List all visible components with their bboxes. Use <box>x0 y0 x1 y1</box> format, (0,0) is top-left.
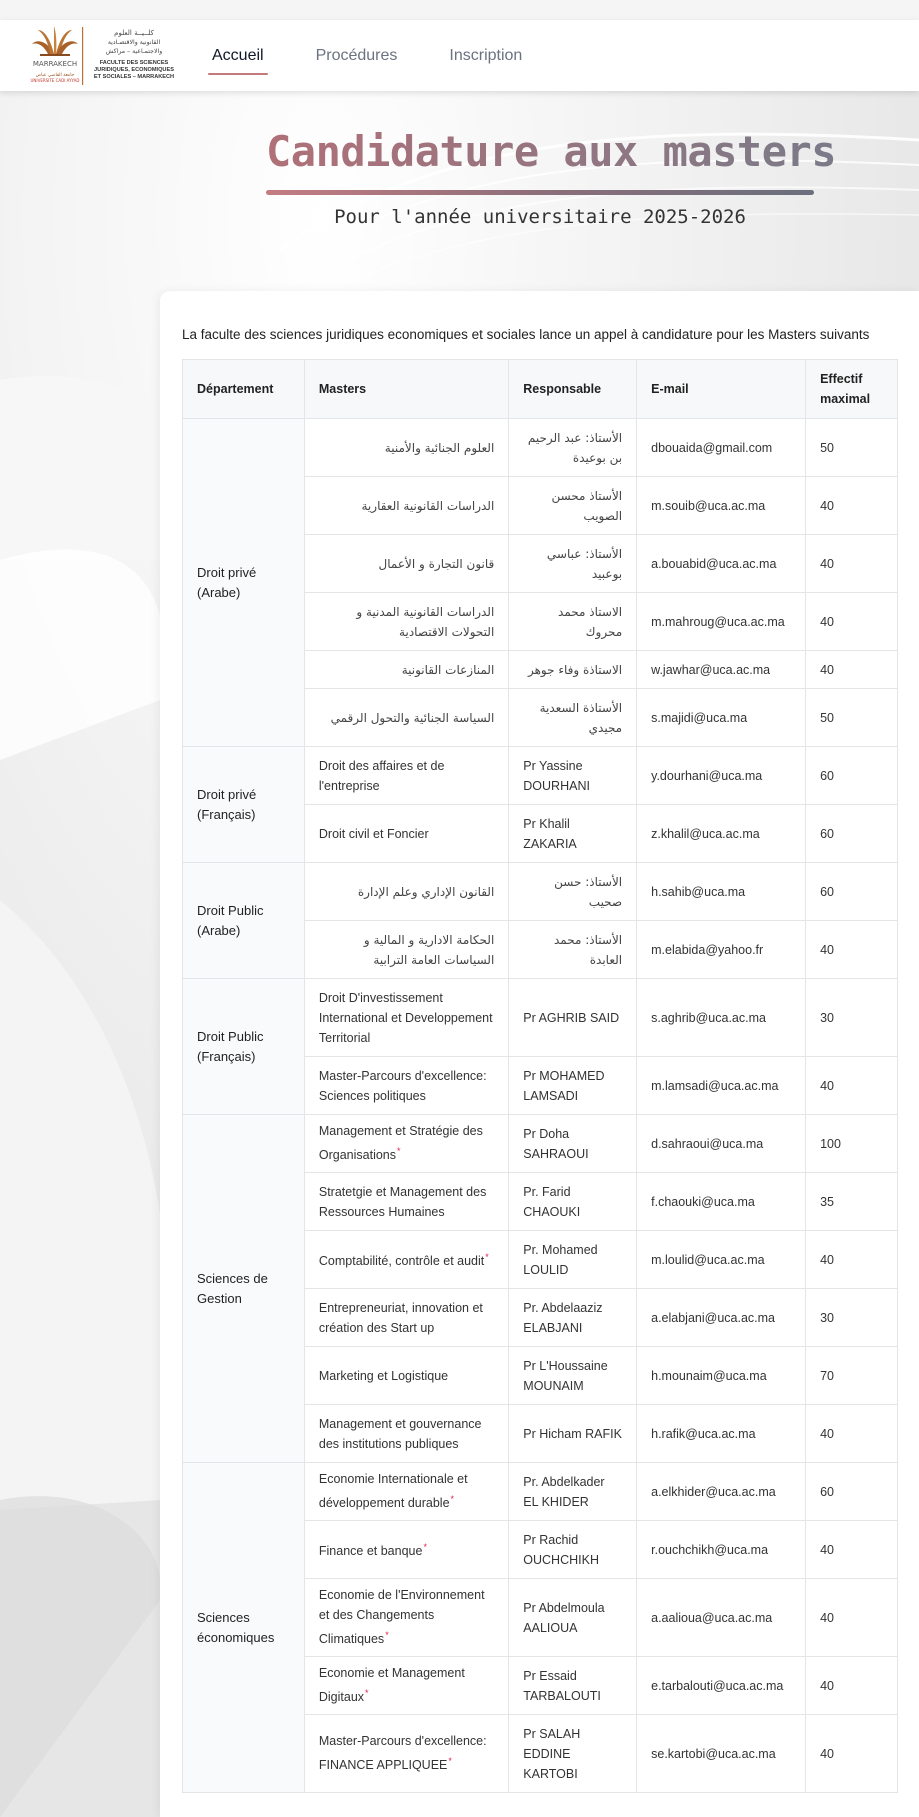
master-cell <box>304 689 508 747</box>
master-cell <box>304 1715 508 1793</box>
col-departement: Département <box>183 360 305 419</box>
logo-university-ar: جامعة القاضي عياض <box>35 73 75 78</box>
effectif-cell: 40 <box>806 1657 898 1715</box>
header-row <box>183 360 898 419</box>
effectif-cell: 40 <box>806 1579 898 1657</box>
master-name: القانون الإداري وعلم الإدارة <box>357 884 495 899</box>
email-cell[interactable]: f.chaouki@uca.ma <box>637 1173 806 1231</box>
responsable-cell: Pr MOHAMED LAMSADI <box>509 1057 637 1115</box>
master-cell <box>304 651 508 689</box>
email-cell[interactable]: s.majidi@uca.ma <box>637 689 806 747</box>
responsable-cell: Pr. Abdelkader EL KHIDER <box>509 1463 637 1521</box>
master-cell <box>304 863 508 921</box>
responsable-cell: الأستاذة السعدية مجيدي <box>509 689 637 747</box>
responsable-cell: الأستاذ: محمد العابدة <box>509 921 637 979</box>
effectif-cell: 50 <box>806 689 898 747</box>
master-cell <box>304 1115 508 1173</box>
master-name: العلوم الجنائية والأمنية <box>384 440 495 455</box>
responsable-cell: Pr. Mohamed LOULID <box>509 1231 637 1289</box>
responsable-cell: Pr SALAH EDDINE KARTOBI <box>509 1715 637 1793</box>
responsable-cell: Pr Hicham RAFIK <box>509 1405 637 1463</box>
responsable-cell: Pr Essaid TARBALOUTI <box>509 1657 637 1715</box>
responsable-cell: Pr L'Houssaine MOUNAIM <box>509 1347 637 1405</box>
master-name: Economie Internationale et développement durable <box>318 1472 468 1511</box>
effectif-cell: 40 <box>806 921 898 979</box>
logo-ar-1: كلــيــة العلوم <box>114 29 154 37</box>
responsable-cell: Pr Rachid OUCHCHIKH <box>509 1521 637 1579</box>
page-subtitle: Pour l'année universitaire 2025-2026 <box>334 206 746 228</box>
effectif-cell: 60 <box>806 1463 898 1521</box>
table-row <box>183 1115 898 1173</box>
table-header <box>183 360 898 419</box>
table-body <box>183 419 898 1793</box>
responsable-cell: Pr. Farid CHAOUKI <box>509 1173 637 1231</box>
master-cell <box>304 1347 508 1405</box>
responsable-cell: الأستاذ: عبد الرحيم بن بوعيدة <box>509 419 637 477</box>
effectif-cell: 40 <box>806 1405 898 1463</box>
email-cell[interactable]: z.khalil@uca.ac.ma <box>637 805 806 863</box>
responsable-cell: الاستاذة وفاء جوهر <box>509 651 637 689</box>
master-cell <box>304 1657 508 1715</box>
master-cell <box>304 593 508 651</box>
master-name: الدراسات القانونية العقارية <box>361 498 495 513</box>
main-nav <box>208 20 570 91</box>
master-name: Stratetgie et Management des Ressources Humaines <box>318 1184 487 1219</box>
email-cell[interactable]: h.mounaim@uca.ma <box>637 1347 806 1405</box>
intro-text: La faculte des sciences juridiques economiques et sociales lance un appel à candidature pour les Masters suivants <box>182 326 870 342</box>
master-cell <box>304 805 508 863</box>
table-row <box>183 1463 898 1521</box>
master-name: الدراسات القانونية المدنية و التحولات الاقتصادية <box>356 604 495 639</box>
col-effectif: Effectif maximal <box>806 360 898 419</box>
required-asterisk: * <box>450 1494 455 1505</box>
master-cell <box>304 1057 508 1115</box>
email-cell[interactable]: se.kartobi@uca.ac.ma <box>637 1715 806 1793</box>
responsable-cell: Pr AGHRIB SAID <box>509 979 637 1057</box>
master-name: Master-Parcours d'excellence: FINANCE APPLIQUEE <box>318 1734 487 1773</box>
email-cell[interactable]: a.bouabid@uca.ac.ma <box>637 535 806 593</box>
master-cell <box>304 1289 508 1347</box>
table-row <box>183 863 898 921</box>
master-name: Entrepreneuriat, innovation et création des Start up <box>318 1300 483 1335</box>
master-cell <box>304 1173 508 1231</box>
top-strip <box>0 0 919 21</box>
department-cell: Droit privé (Français) <box>183 747 305 863</box>
master-name: قانون التجارة و الأعمال <box>378 556 495 571</box>
effectif-cell: 40 <box>806 1521 898 1579</box>
effectif-cell: 50 <box>806 419 898 477</box>
effectif-cell: 40 <box>806 1231 898 1289</box>
email-cell[interactable]: h.sahib@uca.ma <box>637 863 806 921</box>
master-cell <box>304 1231 508 1289</box>
email-cell[interactable]: s.aghrib@uca.ac.ma <box>637 979 806 1057</box>
logo-city: MARRAKECH <box>32 60 78 68</box>
title-underline <box>266 190 814 195</box>
logo-university-fr: UNIVERSITE CADI AYYAD <box>30 78 80 83</box>
required-asterisk: * <box>485 1252 489 1263</box>
responsable-cell: Pr Khalil ZAKARIA <box>509 805 637 863</box>
master-cell <box>304 979 508 1057</box>
master-cell <box>304 1405 508 1463</box>
master-cell <box>304 1579 508 1657</box>
master-name: Management et Stratégie des Organisations <box>318 1124 483 1163</box>
effectif-cell: 40 <box>806 477 898 535</box>
effectif-cell: 60 <box>806 747 898 805</box>
email-cell[interactable]: m.mahroug@uca.ac.ma <box>637 593 806 651</box>
email-cell[interactable]: e.tarbalouti@uca.ac.ma <box>637 1657 806 1715</box>
email-cell[interactable]: dbouaida@gmail.com <box>637 419 806 477</box>
master-cell <box>304 1521 508 1579</box>
department-cell: Droit Public (Arabe) <box>183 863 305 979</box>
master-cell <box>304 477 508 535</box>
email-cell[interactable]: r.ouchchikh@uca.ma <box>637 1521 806 1579</box>
responsable-cell: الأستاذ: عباسي بوعبيد <box>509 535 637 593</box>
effectif-cell: 35 <box>806 1173 898 1231</box>
master-cell <box>304 1463 508 1521</box>
nav-procedures[interactable]: Procédures <box>315 46 398 64</box>
email-cell[interactable]: m.lamsadi@uca.ac.ma <box>637 1057 806 1115</box>
effectif-cell: 40 <box>806 1715 898 1793</box>
page-title <box>266 127 837 176</box>
masters-table <box>182 359 898 1793</box>
effectif-cell: 40 <box>806 593 898 651</box>
master-cell <box>304 535 508 593</box>
logo-ar-2: القانونية والاقتصـادية <box>107 39 161 46</box>
master-name: Droit des affaires et de l'entreprise <box>318 758 445 793</box>
faculty-logo[interactable] <box>30 24 182 88</box>
effectif-cell: 60 <box>806 863 898 921</box>
effectif-cell: 40 <box>806 651 898 689</box>
effectif-cell: 60 <box>806 805 898 863</box>
responsable-cell: Pr Doha SAHRAOUI <box>509 1115 637 1173</box>
responsable-cell: Pr Abdelmoula AALIOUA <box>509 1579 637 1657</box>
table-row <box>183 747 898 805</box>
logo-fr-3: ET SOCIALES – MARRAKECH <box>93 74 175 80</box>
logo-fr-2: JURIDIQUES, ECONOMIQUES <box>94 67 174 73</box>
department-cell: Droit privé (Arabe) <box>183 419 305 747</box>
master-cell <box>304 419 508 477</box>
required-asterisk: * <box>423 1542 427 1553</box>
master-name: الحكامة الادارية و المالية و السياسات العامة الترابية <box>363 932 495 967</box>
master-name: Finance et banque <box>318 1544 423 1559</box>
effectif-cell: 100 <box>806 1115 898 1173</box>
table-row <box>183 419 898 477</box>
email-cell[interactable]: a.elkhider@uca.ac.ma <box>637 1463 806 1521</box>
email-cell[interactable]: m.elabida@yahoo.fr <box>637 921 806 979</box>
effectif-cell: 70 <box>806 1347 898 1405</box>
required-asterisk: * <box>365 1688 369 1699</box>
site-header <box>0 20 919 91</box>
col-email: E-mail <box>637 360 806 419</box>
master-cell <box>304 921 508 979</box>
col-responsable: Responsable <box>509 360 637 419</box>
master-name: Droit D'investissement International et Developpement Territorial <box>318 990 493 1045</box>
master-name: Droit civil et Foncier <box>318 826 429 841</box>
email-cell[interactable]: w.jawhar@uca.ac.ma <box>637 651 806 689</box>
table-row <box>183 979 898 1057</box>
department-cell: Droit Public (Français) <box>183 979 305 1115</box>
email-cell[interactable]: a.elabjani@uca.ac.ma <box>637 1289 806 1347</box>
responsable-cell: الاستاذ محمد محروك <box>509 593 637 651</box>
required-asterisk: * <box>448 1756 452 1767</box>
nav-accueil[interactable]: Accueil <box>208 43 268 69</box>
master-name: Marketing et Logistique <box>318 1368 449 1383</box>
master-name: Master-Parcours d'excellence: Sciences politiques <box>318 1068 487 1103</box>
masters-card <box>160 291 919 1817</box>
master-name: Economie de l'Environnement et des Changements Climatiques <box>318 1588 485 1647</box>
logo-ar-3: والاجتمـاعية – مراكش <box>105 48 163 55</box>
effectif-cell: 30 <box>806 979 898 1057</box>
page-title-text: Candidature aux masters <box>266 127 837 176</box>
responsable-cell: Pr Yassine DOURHANI <box>509 747 637 805</box>
responsable-cell: Pr. Abdelaaziz ELABJANI <box>509 1289 637 1347</box>
master-name: السياسة الجنائية والتحول الرقمي <box>330 710 495 725</box>
master-name: المنازعات القانونية <box>401 662 495 677</box>
email-cell[interactable]: d.sahraoui@uca.ma <box>637 1115 806 1173</box>
master-name: Economie et Management Digitaux <box>318 1666 465 1705</box>
master-name: Management et gouvernance des institutions publiques <box>318 1416 482 1451</box>
master-name: Comptabilité, contrôle et audit <box>318 1254 485 1269</box>
required-asterisk: * <box>385 1630 389 1641</box>
logo-fr-1: FACULTE DES SCIENCES <box>99 60 169 66</box>
hero <box>0 91 919 291</box>
effectif-cell: 40 <box>806 1057 898 1115</box>
email-cell[interactable]: m.souib@uca.ac.ma <box>637 477 806 535</box>
department-cell: Sciences de Gestion <box>183 1115 305 1463</box>
required-asterisk: * <box>397 1146 401 1157</box>
nav-inscription[interactable]: Inscription <box>449 46 523 64</box>
email-cell[interactable]: y.dourhani@uca.ma <box>637 747 806 805</box>
effectif-cell: 30 <box>806 1289 898 1347</box>
email-cell[interactable]: h.rafik@uca.ac.ma <box>637 1405 806 1463</box>
department-cell: Sciences économiques <box>183 1463 305 1793</box>
email-cell[interactable]: a.aalioua@uca.ac.ma <box>637 1579 806 1657</box>
col-masters: Masters <box>304 360 508 419</box>
responsable-cell: الأستاذ محسن الصويب <box>509 477 637 535</box>
email-cell[interactable]: m.loulid@uca.ac.ma <box>637 1231 806 1289</box>
master-cell <box>304 747 508 805</box>
effectif-cell: 40 <box>806 535 898 593</box>
responsable-cell: الأستاذ: حسن صحيب <box>509 863 637 921</box>
